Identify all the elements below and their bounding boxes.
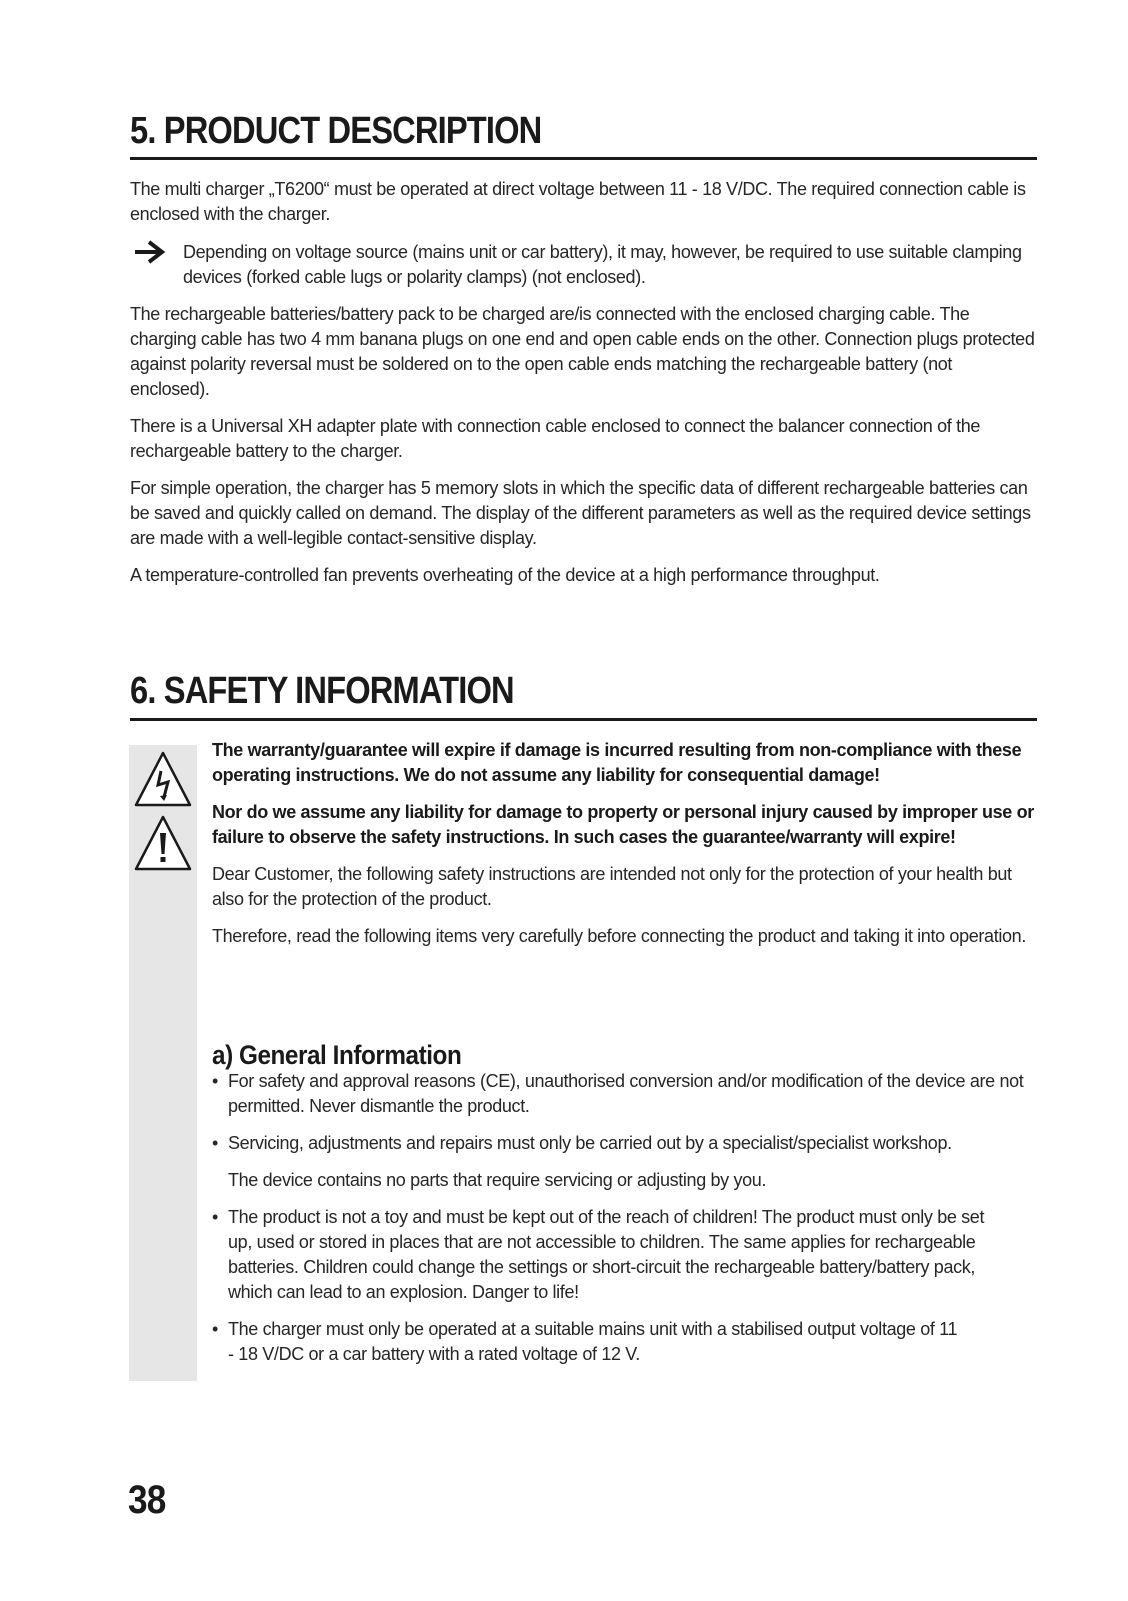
arrow-right-icon xyxy=(133,240,167,264)
bullet-item: Servicing, adjustments and repairs must only be carried out by a specialist/specialist workshop. xyxy=(228,1133,952,1153)
bullet-marker: • xyxy=(212,1071,219,1091)
general-information-heading: a) General Information xyxy=(212,1040,462,1070)
warranty-warning-text: The warranty/guarantee will expire if damage is incurred resulting from non-compliance with these operating instructions. We do not assume any liability for consequential damage! xyxy=(212,740,1022,785)
product-desc-paragraph-3: There is a Universal XH adapter plate with connection cable enclosed to connect the balancer connection of the rechargeable battery to the charger. xyxy=(130,416,981,461)
safety-read-paragraph: Therefore, read the following items very carefully before connecting the product and taking it into operation. xyxy=(212,926,1026,946)
electric-hazard-icon xyxy=(132,749,194,809)
bullet-item: For safety and approval reasons (CE), unauthorised conversion and/or modification of the device are not permitted. Never dismantle the product. xyxy=(228,1071,1024,1116)
product-desc-paragraph-1: The multi charger „T6200“ must be operated at direct voltage between 11 - 18 V/DC. The required connection cable is enclosed with the charger. xyxy=(130,179,1026,224)
product-desc-paragraph-5: A temperature-controlled fan prevents overheating of the device at a high performance throughput. xyxy=(130,565,880,585)
product-desc-note: Depending on voltage source (mains unit or car battery), it may, however, be required to use suitable clamping devices (forked cable lugs or polarity clamps) (not enclosed). xyxy=(183,242,1022,287)
product-desc-paragraph-2: The rechargeable batteries/battery pack to be charged are/is connected with the enclosed charging cable. The charging cable has two 4 mm banana plugs on one end and open cable ends on the other. Connection plugs protected against polarity reversal must be soldered on to the open cable ends matching the rechargeable battery (not enclosed). xyxy=(130,304,1035,399)
bullet-item-continuation: The device contains no parts that require servicing or adjusting by you. xyxy=(228,1170,767,1190)
liability-warning-text: Nor do we assume any liability for damage to property or personal injury caused by improper use or failure to observe the safety instructions. In such cases the guarantee/warranty will expire! xyxy=(212,802,1034,847)
section-6-title: 6. SAFETY INFORMATION xyxy=(130,670,514,712)
product-desc-paragraph-4: For simple operation, the charger has 5 memory slots in which the specific data of different rechargeable batteries can be saved and quickly called on demand. The display of the different parameters as well as the required device settings are made with a well-legible contact-sensitive display. xyxy=(130,478,1031,548)
section-6-rule xyxy=(130,718,1037,721)
page-number: 38 xyxy=(128,1478,166,1522)
section-5-rule xyxy=(130,157,1037,160)
bullet-marker: • xyxy=(212,1207,219,1227)
safety-intro-paragraph: Dear Customer, the following safety instructions are intended not only for the protection of your health but also for the protection of the product. xyxy=(212,864,1012,909)
bullet-marker: • xyxy=(212,1133,219,1153)
bullet-marker: • xyxy=(212,1319,219,1339)
section-5-title: 5. PRODUCT DESCRIPTION xyxy=(130,110,542,152)
warning-exclamation-icon xyxy=(132,813,194,873)
bullet-item: The charger must only be operated at a suitable mains unit with a stabilised output voltage of 11 - 18 V/DC or a car battery with a rated voltage of 12 V. xyxy=(228,1319,958,1364)
bullet-item: The product is not a toy and must be kept out of the reach of children! The product must only be set up, used or stored in places that are not accessible to children. The same applies for rechargeable batteries. Children could change the settings or short-circuit the rechargeable battery/battery pack, which can lead to an explosion. Danger to life! xyxy=(228,1207,985,1302)
